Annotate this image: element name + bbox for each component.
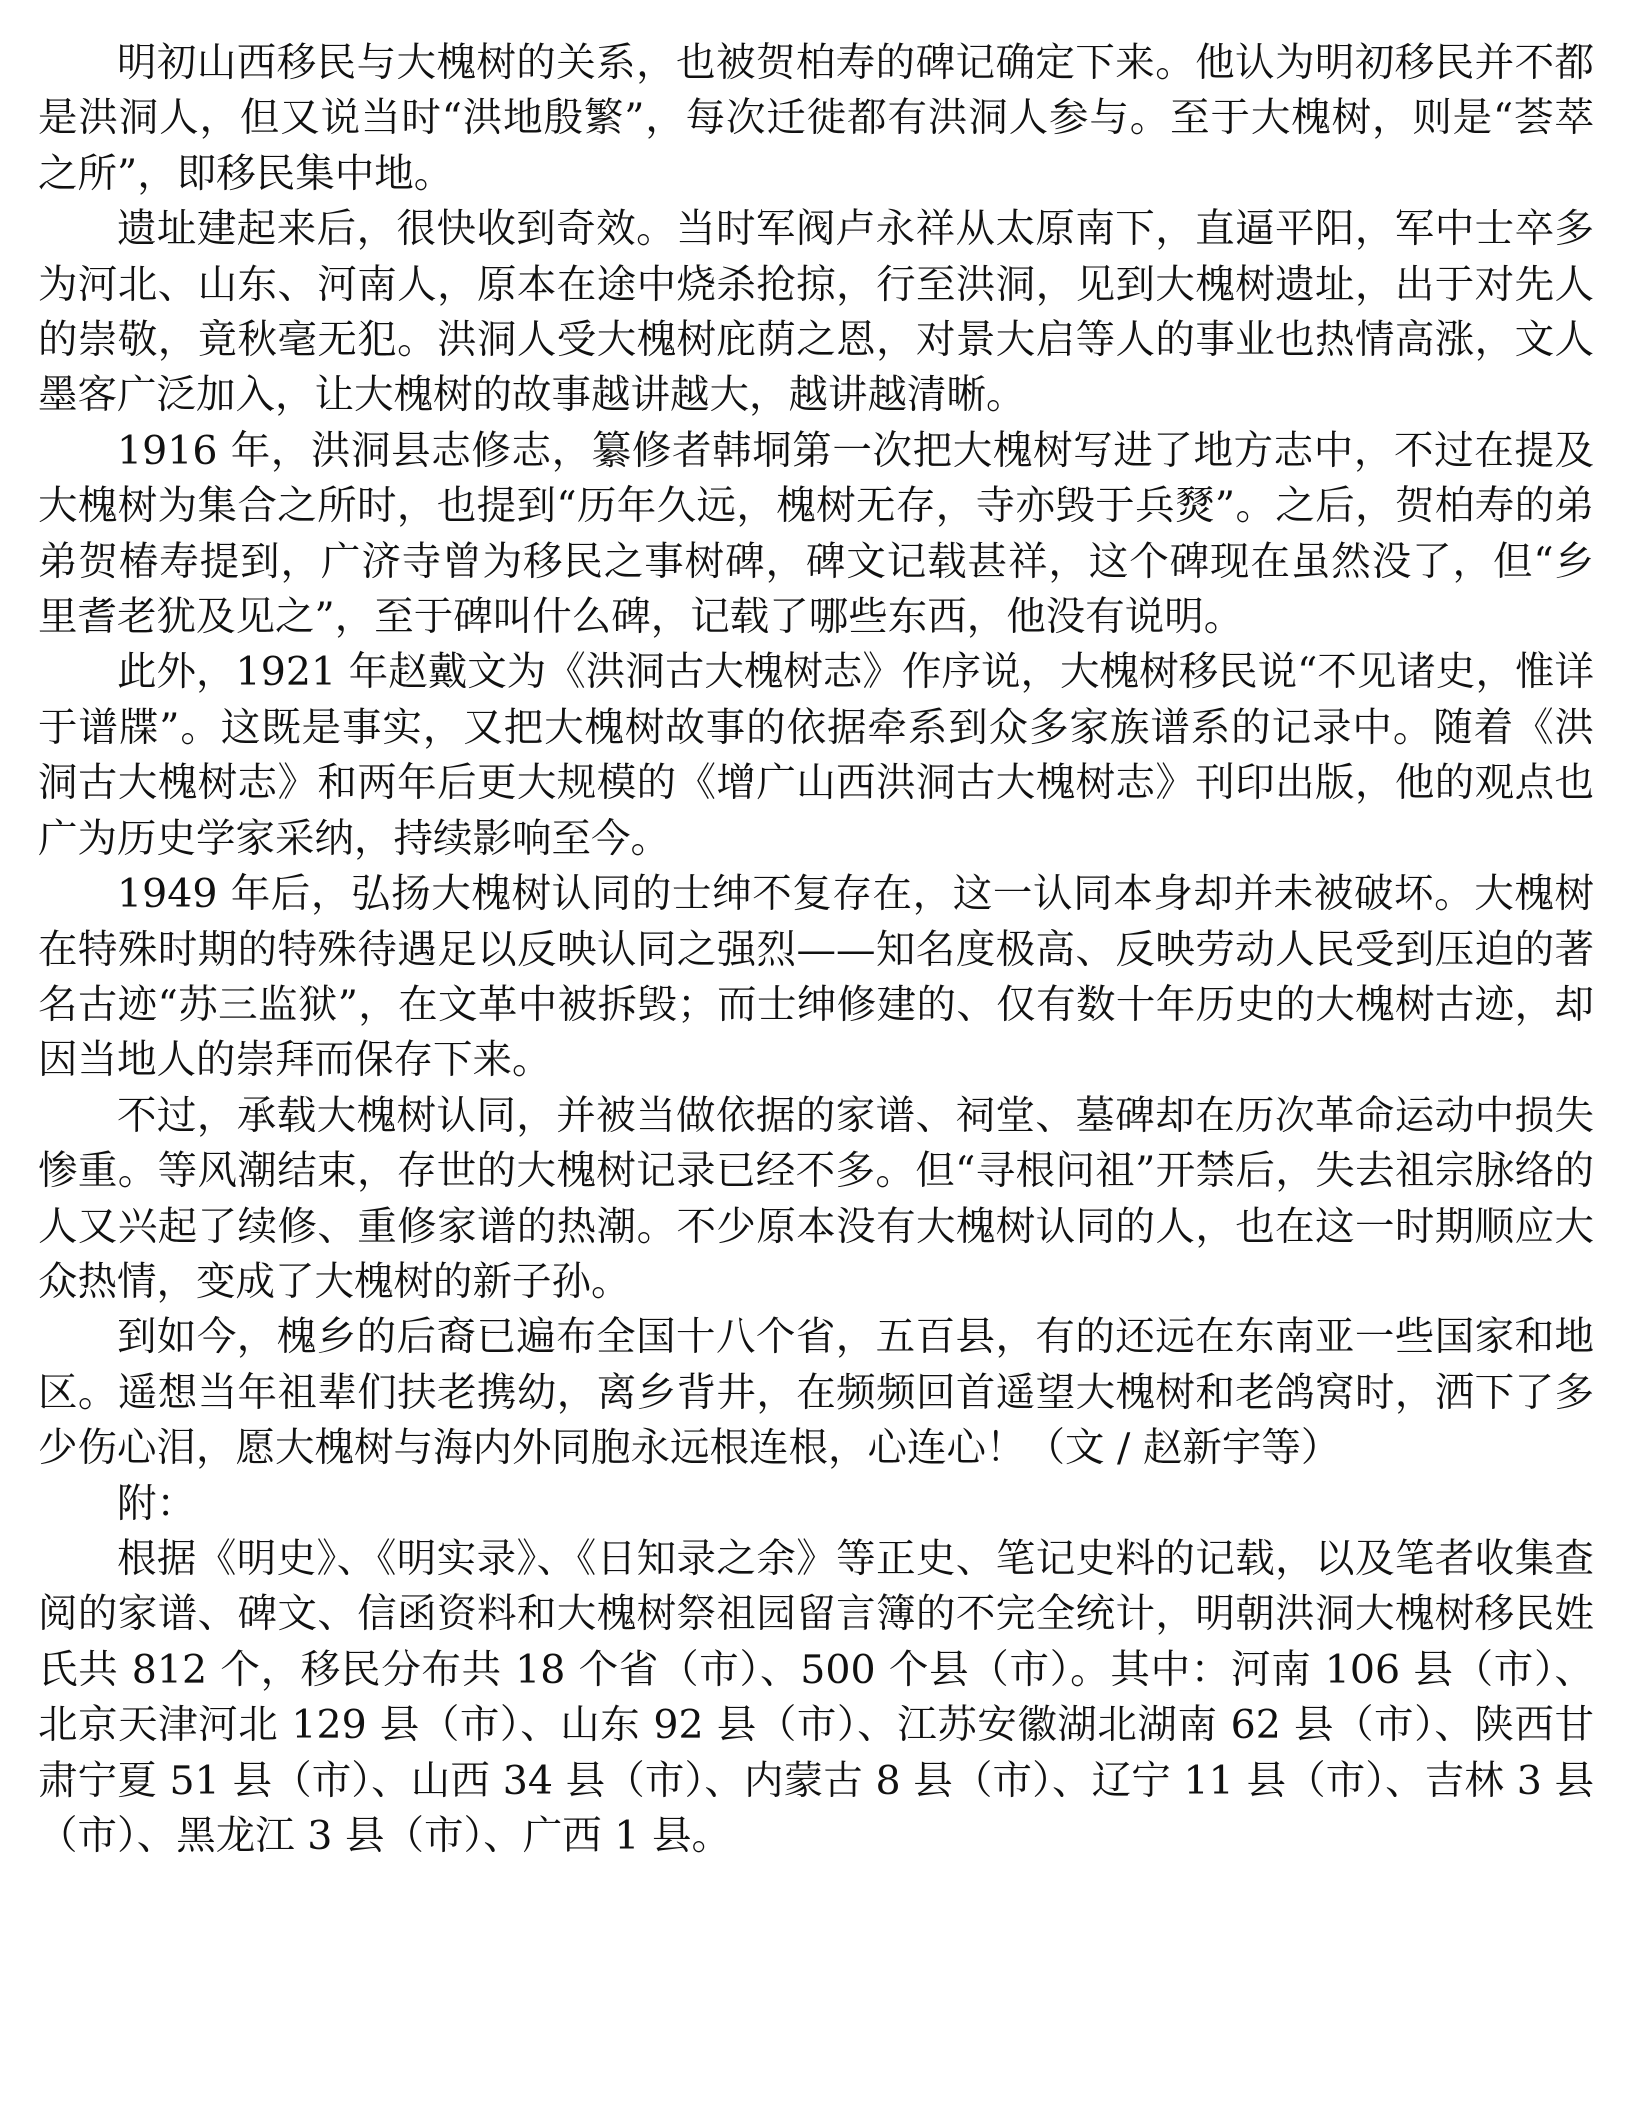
appendix-heading: 附： [117, 1480, 196, 1527]
paragraph-after-1949: 1949 年后，弘扬大槐树认同的士绅不复存在，这一认同本身却并未被破坏。大槐树在特殊时期的特殊待遇足以反映认同之强烈——知名度极高、反映劳动人民受到压迫的著名古迹“苏三监狱”，在文革中被拆毁；而士绅修建的、仅有数十年历史的大槐树古迹，却因当地人的崇拜而保存下来。 [38, 871, 1594, 1084]
paragraph-genealogy-revival: 不过，承载大槐树认同，并被当做依据的家谱、祠堂、墓碑却在历次革命运动中损失惨重。等风潮结束，存世的大槐树记录已经不多。但“寻根问祖”开禁后，失去祖宗脉络的人又兴起了续修、重修家谱的热潮。不少原本没有大槐树认同的人，也在这一时期顺应大众热情，变成了大槐树的新子孙。 [38, 1092, 1594, 1305]
paragraph-site-effect: 遗址建起来后，很快收到奇效。当时军阀卢永祥从太原南下，直逼平阳，军中士卒多为河北、山东、河南人，原本在途中烧杀抢掠，行至洪洞，见到大槐树遗址，出于对先人的崇敬，竟秋毫无犯。洪洞人受大槐树庇荫之恩，对景大启等人的事业也热情高涨，文人墨客广泛加入，让大槐树的故事越讲越大，越讲越清晰。 [38, 206, 1594, 419]
paragraph-migration-stele: 明初山西移民与大槐树的关系，也被贺柏寿的碑记确定下来。他认为明初移民并不都是洪洞人，但又说当时“洪地殷繁”，每次迁徙都有洪洞人参与。至于大槐树，则是“荟萃之所”，即移民集中地。 [38, 40, 1594, 197]
paragraph-statistics: 根据《明史》、《明实录》、《日知录之余》等正史、笔记史料的记载，以及笔者收集查阅的家谱、碑文、信函资料和大槐树祭祖园留言簿的不完全统计，明朝洪洞大槐树移民姓氏共 812 个，移民分布共 18 个省（市）、500 个县（市）。其中：河南 106 县（市）、北京天津河北 129 县（市）、山东 92 县（市）、江苏安徽湖北湖南 62 县（市）、陕西甘肃宁夏 51 县（市）、山西 34 县（市）、内蒙古 8 县（市）、辽宁 11 县（市）、吉林 3 县（市）、黑龙江 3 县（市）、广西 1 县。 [38, 1535, 1594, 1859]
paragraph-1921-preface: 此外，1921 年赵戴文为《洪洞古大槐树志》作序说，大槐树移民说“不见诸史，惟详于谱牒”。这既是事实，又把大槐树故事的依据牵系到众多家族谱系的记录中。随着《洪洞古大槐树志》和两年后更大规模的《增广山西洪洞古大槐树志》刊印出版，他的观点也广为历史学家采纳，持续影响至今。 [38, 649, 1594, 862]
paragraph-descendants: 到如今，槐乡的后裔已遍布全国十八个省，五百县，有的还远在东南亚一些国家和地区。遥想当年祖辈们扶老携幼，离乡背井，在频频回首遥望大槐树和老鸽窝时，洒下了多少伤心泪，愿大槐树与海内外同胞永远根连根，心连心！（文 / 赵新宇等） [38, 1314, 1594, 1472]
document-page [38, 36, 1594, 1864]
paragraph-1916-gazetteer: 1916 年，洪洞县志修志，纂修者韩垌第一次把大槐树写进了地方志中，不过在提及大槐树为集合之所时，也提到“历年久远，槐树无存，寺亦毁于兵燹”。之后，贺柏寿的弟弟贺椿寿提到，广济寺曾为移民之事树碑，碑文记载甚祥，这个碑现在虽然没了，但“乡里耆老犹及见之”，至于碑叫什么碑，记载了哪些东西，他没有说明。 [38, 427, 1594, 641]
